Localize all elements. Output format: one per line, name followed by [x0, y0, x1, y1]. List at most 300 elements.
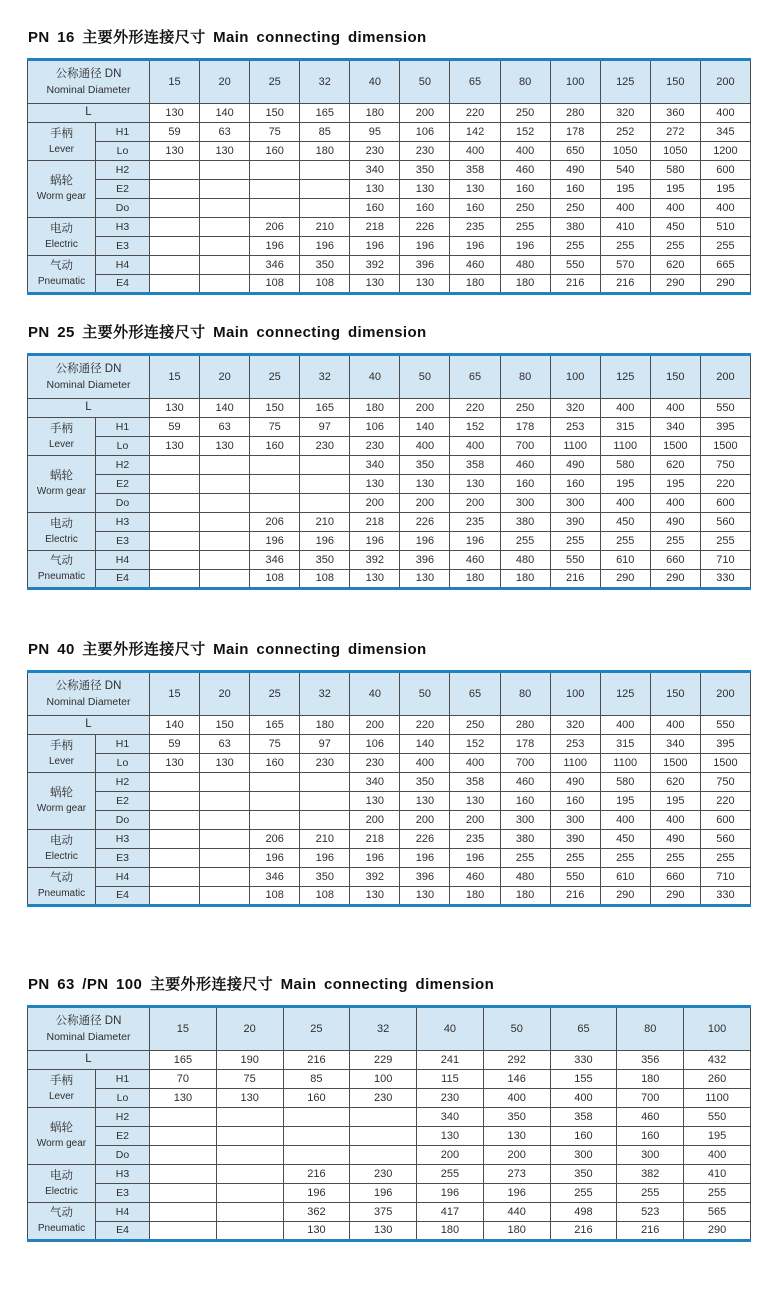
- group-label-en: Pneumatic: [37, 1223, 86, 1235]
- value-cell: [250, 475, 300, 494]
- value-cell: 350: [400, 161, 450, 180]
- value-cell: 400: [650, 399, 700, 418]
- value-cell: 200: [400, 399, 450, 418]
- value-cell: 241: [417, 1051, 484, 1070]
- corner-label-zh: 公称通径 DN: [55, 68, 122, 81]
- dn-column-header: 200: [700, 672, 750, 716]
- value-cell: 59: [150, 735, 200, 754]
- value-cell: 152: [450, 418, 500, 437]
- value-cell: 330: [700, 570, 750, 589]
- value-cell: [200, 830, 250, 849]
- row-label: Lo: [96, 142, 150, 161]
- value-cell: [250, 773, 300, 792]
- row-label: H2: [96, 1108, 150, 1127]
- value-cell: 100: [350, 1070, 417, 1089]
- title-en: Main connecting dimension: [213, 324, 427, 341]
- value-cell: 255: [500, 532, 550, 551]
- value-cell: 218: [350, 218, 400, 237]
- row-label-L: L: [28, 1051, 150, 1070]
- value-cell: [150, 237, 200, 256]
- dn-column-header: 150: [650, 672, 700, 716]
- value-cell: [150, 551, 200, 570]
- value-cell: [216, 1127, 283, 1146]
- value-cell: 180: [617, 1070, 684, 1089]
- value-cell: 290: [650, 887, 700, 906]
- value-cell: 358: [450, 773, 500, 792]
- value-cell: 195: [684, 1127, 751, 1146]
- value-cell: 195: [700, 180, 750, 199]
- value-cell: 395: [700, 418, 750, 437]
- value-cell: 160: [450, 199, 500, 218]
- value-cell: 350: [400, 773, 450, 792]
- table-row: [28, 161, 751, 180]
- value-cell: [200, 551, 250, 570]
- value-cell: 362: [283, 1203, 350, 1222]
- value-cell: [200, 494, 250, 513]
- value-cell: 108: [300, 887, 350, 906]
- value-cell: 315: [600, 735, 650, 754]
- value-cell: 216: [550, 275, 600, 294]
- value-cell: 140: [400, 418, 450, 437]
- value-cell: 63: [200, 418, 250, 437]
- value-cell: 320: [600, 104, 650, 123]
- group-label-en: Pneumatic: [37, 276, 86, 288]
- value-cell: 255: [700, 237, 750, 256]
- dn-column-header: 15: [150, 355, 200, 399]
- header-row: [28, 60, 751, 104]
- value-cell: 216: [550, 1222, 617, 1241]
- value-cell: 700: [500, 437, 550, 456]
- value-cell: 400: [700, 104, 750, 123]
- value-cell: [150, 532, 200, 551]
- value-cell: 108: [250, 887, 300, 906]
- table-row: [28, 218, 751, 237]
- pn-section-3: [27, 973, 752, 1242]
- section-title: [28, 321, 752, 342]
- group-label-zh: 手柄: [50, 1074, 73, 1087]
- value-cell: 272: [650, 123, 700, 142]
- value-cell: 400: [684, 1146, 751, 1165]
- row-label: H1: [96, 735, 150, 754]
- value-cell: 250: [500, 104, 550, 123]
- value-cell: 130: [483, 1127, 550, 1146]
- row-label: E4: [96, 887, 150, 906]
- value-cell: 490: [550, 161, 600, 180]
- value-cell: 196: [417, 1184, 484, 1203]
- value-cell: 395: [700, 735, 750, 754]
- group-label: [28, 418, 96, 456]
- value-cell: [200, 475, 250, 494]
- value-cell: [283, 1146, 350, 1165]
- value-cell: 196: [483, 1184, 550, 1203]
- value-cell: 130: [216, 1089, 283, 1108]
- value-cell: 106: [350, 735, 400, 754]
- value-cell: 165: [150, 1051, 217, 1070]
- value-cell: 400: [650, 716, 700, 735]
- value-cell: 130: [350, 887, 400, 906]
- value-cell: 160: [350, 199, 400, 218]
- value-cell: 160: [617, 1127, 684, 1146]
- value-cell: 160: [550, 1127, 617, 1146]
- value-cell: [350, 1146, 417, 1165]
- value-cell: 340: [650, 418, 700, 437]
- value-cell: 59: [150, 123, 200, 142]
- value-cell: [200, 456, 250, 475]
- value-cell: 130: [283, 1222, 350, 1241]
- value-cell: 280: [500, 716, 550, 735]
- value-cell: [200, 237, 250, 256]
- value-cell: 220: [450, 104, 500, 123]
- dimension-table: [27, 58, 751, 295]
- value-cell: [150, 256, 200, 275]
- value-cell: 130: [350, 275, 400, 294]
- value-cell: 63: [200, 123, 250, 142]
- value-cell: 140: [200, 104, 250, 123]
- corner-label-en: Nominal Diameter: [46, 378, 131, 391]
- group-label: [28, 256, 96, 294]
- row-label: Lo: [96, 754, 150, 773]
- row-label-L: L: [28, 104, 150, 123]
- group-label-zh: 电动: [50, 222, 73, 235]
- value-cell: 290: [684, 1222, 751, 1241]
- value-cell: 190: [216, 1051, 283, 1070]
- value-cell: [283, 1127, 350, 1146]
- value-cell: [150, 1108, 217, 1127]
- value-cell: 195: [600, 180, 650, 199]
- value-cell: 550: [700, 716, 750, 735]
- value-cell: 180: [500, 887, 550, 906]
- value-cell: 140: [400, 735, 450, 754]
- row-label: H3: [96, 830, 150, 849]
- value-cell: [250, 456, 300, 475]
- section-title: [28, 26, 752, 47]
- corner-label-zh: 公称通径 DN: [55, 1015, 122, 1028]
- table-row: [28, 199, 751, 218]
- dn-column-header: 32: [350, 1007, 417, 1051]
- value-cell: 570: [600, 256, 650, 275]
- corner-label-zh: 公称通径 DN: [55, 363, 122, 376]
- table-row: [28, 418, 751, 437]
- dn-column-header: 100: [550, 60, 600, 104]
- value-cell: 196: [450, 237, 500, 256]
- value-cell: 210: [300, 218, 350, 237]
- row-label: Do: [96, 811, 150, 830]
- group-label-zh: 蜗轮: [50, 470, 73, 483]
- dn-column-header: 150: [650, 60, 700, 104]
- dn-column-header: 40: [350, 60, 400, 104]
- value-cell: 160: [250, 142, 300, 161]
- value-cell: 396: [400, 868, 450, 887]
- dn-column-header: 20: [200, 672, 250, 716]
- group-label-zh: 气动: [50, 260, 73, 273]
- table-row: [28, 1127, 751, 1146]
- value-cell: 160: [550, 180, 600, 199]
- value-cell: [150, 1127, 217, 1146]
- value-cell: 216: [600, 275, 650, 294]
- value-cell: 130: [350, 475, 400, 494]
- value-cell: 346: [250, 256, 300, 275]
- value-cell: [283, 1108, 350, 1127]
- value-cell: 108: [300, 570, 350, 589]
- value-cell: [150, 1165, 217, 1184]
- group-label-zh: 电动: [50, 834, 73, 847]
- value-cell: 178: [500, 735, 550, 754]
- value-cell: 200: [350, 494, 400, 513]
- value-cell: [150, 811, 200, 830]
- row-label: H3: [96, 1165, 150, 1184]
- value-cell: 75: [216, 1070, 283, 1089]
- value-cell: 400: [450, 142, 500, 161]
- value-cell: 196: [400, 532, 450, 551]
- dimension-table: [27, 353, 751, 590]
- value-cell: 226: [400, 513, 450, 532]
- header-row: [28, 1007, 751, 1051]
- value-cell: 700: [617, 1089, 684, 1108]
- corner-header: [28, 672, 150, 716]
- table-row: [28, 1051, 751, 1070]
- value-cell: 300: [500, 811, 550, 830]
- row-label: H1: [96, 1070, 150, 1089]
- value-cell: 108: [250, 570, 300, 589]
- value-cell: 400: [650, 494, 700, 513]
- value-cell: [150, 161, 200, 180]
- value-cell: 1500: [650, 437, 700, 456]
- value-cell: [216, 1146, 283, 1165]
- title-en: Main connecting dimension: [213, 641, 427, 658]
- row-label: E3: [96, 1184, 150, 1203]
- value-cell: 150: [250, 399, 300, 418]
- corner-label-zh: 公称通径 DN: [55, 680, 122, 693]
- value-cell: 59: [150, 418, 200, 437]
- value-cell: [150, 275, 200, 294]
- table-row: [28, 754, 751, 773]
- value-cell: 580: [600, 456, 650, 475]
- value-cell: 360: [650, 104, 700, 123]
- value-cell: 580: [650, 161, 700, 180]
- row-label: H3: [96, 513, 150, 532]
- value-cell: 160: [500, 180, 550, 199]
- row-label: E3: [96, 237, 150, 256]
- table-row: [28, 456, 751, 475]
- value-cell: [150, 218, 200, 237]
- value-cell: 1050: [650, 142, 700, 161]
- value-cell: 196: [250, 237, 300, 256]
- corner-header: [28, 1007, 150, 1051]
- value-cell: 340: [350, 456, 400, 475]
- value-cell: [200, 887, 250, 906]
- dn-column-header: 50: [400, 355, 450, 399]
- value-cell: 216: [283, 1051, 350, 1070]
- value-cell: 130: [400, 570, 450, 589]
- value-cell: 340: [350, 773, 400, 792]
- value-cell: 490: [650, 513, 700, 532]
- value-cell: 218: [350, 513, 400, 532]
- group-label-en: Lever: [48, 143, 74, 155]
- group-label-zh: 气动: [50, 555, 73, 568]
- value-cell: [300, 456, 350, 475]
- value-cell: 490: [650, 830, 700, 849]
- value-cell: 160: [500, 792, 550, 811]
- value-cell: 130: [150, 1089, 217, 1108]
- value-cell: 160: [283, 1089, 350, 1108]
- value-cell: 1500: [700, 437, 750, 456]
- value-cell: 195: [650, 180, 700, 199]
- value-cell: 180: [483, 1222, 550, 1241]
- value-cell: [150, 1203, 217, 1222]
- table-row: [28, 735, 751, 754]
- group-label-en: Pneumatic: [37, 888, 86, 900]
- value-cell: 130: [150, 754, 200, 773]
- dn-column-header: 80: [500, 672, 550, 716]
- value-cell: [300, 792, 350, 811]
- title-zh: 主要外形连接尺寸: [82, 29, 206, 46]
- value-cell: 195: [600, 475, 650, 494]
- pn-section-1: [27, 321, 752, 590]
- value-cell: 140: [200, 399, 250, 418]
- group-label-zh: 蜗轮: [50, 175, 73, 188]
- value-cell: [350, 1108, 417, 1127]
- table-row: [28, 256, 751, 275]
- value-cell: 255: [650, 849, 700, 868]
- value-cell: 216: [617, 1222, 684, 1241]
- value-cell: 382: [617, 1165, 684, 1184]
- value-cell: 346: [250, 551, 300, 570]
- dn-column-header: 40: [417, 1007, 484, 1051]
- value-cell: 230: [300, 754, 350, 773]
- row-label: Lo: [96, 1089, 150, 1108]
- value-cell: [300, 180, 350, 199]
- value-cell: 196: [300, 532, 350, 551]
- value-cell: 150: [250, 104, 300, 123]
- row-label: Do: [96, 1146, 150, 1165]
- value-cell: [150, 513, 200, 532]
- dn-column-header: 100: [684, 1007, 751, 1051]
- value-cell: 560: [700, 830, 750, 849]
- value-cell: 155: [550, 1070, 617, 1089]
- value-cell: 1100: [550, 437, 600, 456]
- value-cell: 130: [400, 887, 450, 906]
- table-row: [28, 887, 751, 906]
- value-cell: 206: [250, 830, 300, 849]
- value-cell: 196: [350, 849, 400, 868]
- value-cell: [250, 792, 300, 811]
- value-cell: 610: [600, 551, 650, 570]
- row-label: E4: [96, 275, 150, 294]
- value-cell: 550: [550, 551, 600, 570]
- value-cell: 1100: [600, 437, 650, 456]
- dn-column-header: 80: [617, 1007, 684, 1051]
- value-cell: 196: [300, 849, 350, 868]
- value-cell: 358: [450, 161, 500, 180]
- dn-column-header: 20: [216, 1007, 283, 1051]
- value-cell: [250, 161, 300, 180]
- value-cell: 400: [400, 437, 450, 456]
- dn-column-header: 150: [650, 355, 700, 399]
- group-label: [28, 1203, 96, 1241]
- value-cell: 180: [500, 275, 550, 294]
- dn-column-header: 50: [483, 1007, 550, 1051]
- group-label: [28, 123, 96, 161]
- table-row: [28, 830, 751, 849]
- value-cell: 417: [417, 1203, 484, 1222]
- value-cell: 229: [350, 1051, 417, 1070]
- value-cell: 550: [700, 399, 750, 418]
- value-cell: 330: [550, 1051, 617, 1070]
- value-cell: 218: [350, 830, 400, 849]
- value-cell: 600: [700, 811, 750, 830]
- dn-column-header: 32: [300, 672, 350, 716]
- table-row: [28, 1222, 751, 1241]
- value-cell: 300: [550, 494, 600, 513]
- value-cell: 160: [400, 199, 450, 218]
- value-cell: 130: [350, 1222, 417, 1241]
- value-cell: 650: [550, 142, 600, 161]
- dn-column-header: 125: [600, 672, 650, 716]
- group-label-en: Electric: [45, 238, 78, 250]
- table-row: [28, 237, 751, 256]
- value-cell: 130: [350, 180, 400, 199]
- value-cell: 196: [450, 532, 500, 551]
- value-cell: [200, 180, 250, 199]
- row-label: H4: [96, 1203, 150, 1222]
- row-label: H4: [96, 868, 150, 887]
- value-cell: 196: [400, 849, 450, 868]
- value-cell: 400: [600, 199, 650, 218]
- group-label-zh: 蜗轮: [50, 1122, 73, 1135]
- table-row: [28, 773, 751, 792]
- value-cell: 152: [450, 735, 500, 754]
- value-cell: 440: [483, 1203, 550, 1222]
- value-cell: 226: [400, 218, 450, 237]
- value-cell: 710: [700, 868, 750, 887]
- value-cell: 523: [617, 1203, 684, 1222]
- row-label-L: L: [28, 716, 150, 735]
- value-cell: 130: [450, 792, 500, 811]
- value-cell: 165: [300, 104, 350, 123]
- value-cell: 178: [550, 123, 600, 142]
- value-cell: 220: [400, 716, 450, 735]
- value-cell: 750: [700, 773, 750, 792]
- value-cell: 216: [283, 1165, 350, 1184]
- value-cell: 255: [550, 237, 600, 256]
- value-cell: 255: [700, 532, 750, 551]
- dn-column-header: 25: [250, 60, 300, 104]
- value-cell: 130: [450, 475, 500, 494]
- value-cell: 392: [350, 256, 400, 275]
- value-cell: 216: [550, 887, 600, 906]
- value-cell: 63: [200, 735, 250, 754]
- title-zh: 主要外形连接尺寸: [82, 324, 206, 341]
- value-cell: 320: [550, 399, 600, 418]
- value-cell: 750: [700, 456, 750, 475]
- value-cell: [200, 532, 250, 551]
- value-cell: 252: [600, 123, 650, 142]
- value-cell: [300, 475, 350, 494]
- value-cell: [216, 1108, 283, 1127]
- value-cell: 350: [300, 256, 350, 275]
- value-cell: 130: [400, 275, 450, 294]
- value-cell: 97: [300, 735, 350, 754]
- value-cell: 250: [500, 199, 550, 218]
- value-cell: [216, 1222, 283, 1241]
- value-cell: 450: [650, 218, 700, 237]
- group-label: [28, 551, 96, 589]
- value-cell: 160: [250, 754, 300, 773]
- value-cell: 300: [550, 1146, 617, 1165]
- value-cell: 392: [350, 868, 400, 887]
- value-cell: 250: [450, 716, 500, 735]
- table-row: [28, 1070, 751, 1089]
